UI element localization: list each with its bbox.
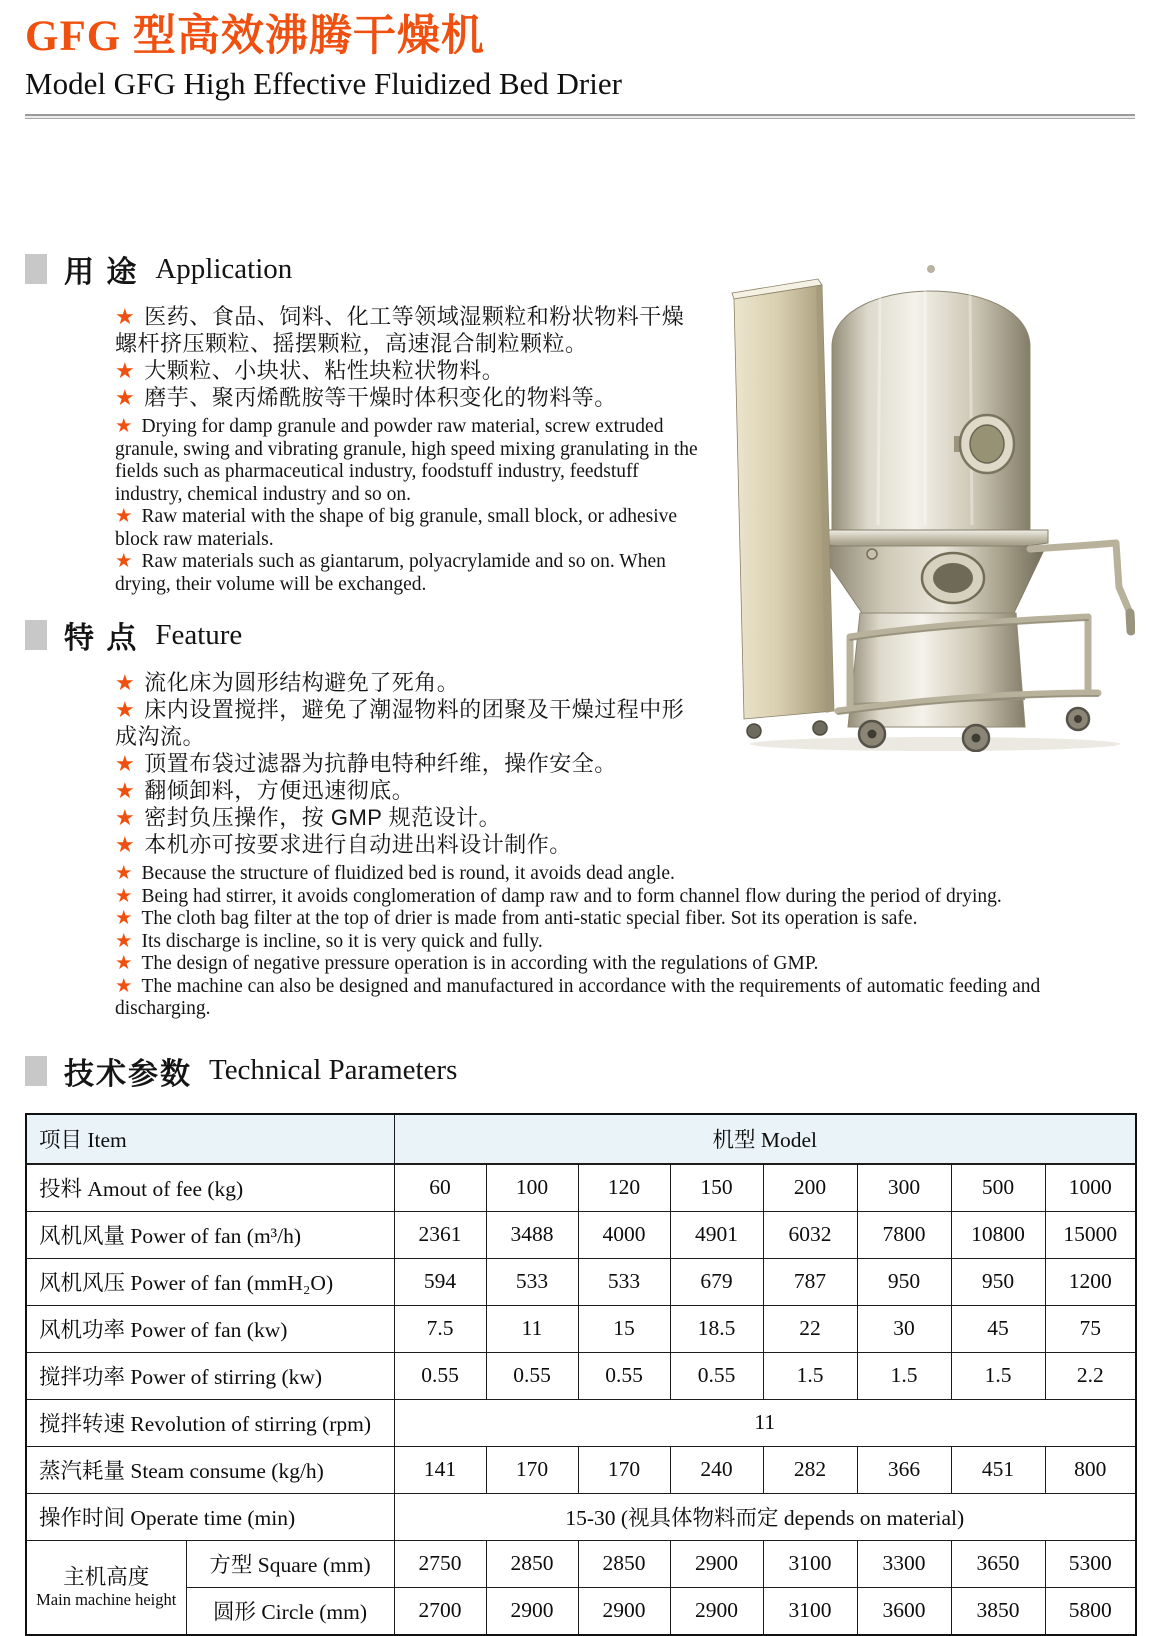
tech-heading-en: Technical Parameters [209, 1054, 458, 1086]
param-value-cell: 0.55 [394, 1352, 486, 1399]
star-icon: ★ [115, 697, 136, 722]
star-icon: ★ [115, 908, 133, 929]
section-feature-heading [25, 613, 706, 657]
machine-illustration [720, 247, 1135, 752]
param-value-cell: 3300 [857, 1540, 951, 1587]
param-value-cell: 2850 [486, 1540, 578, 1587]
bullet-text: 顶置布袋过滤器为抗静电特种纤维，操作安全。 [144, 751, 617, 776]
param-value-cell: 1200 [1045, 1258, 1136, 1305]
bullet-text: The design of negative pressure operation is in according with the regulations of GMP. [141, 953, 819, 974]
feature-heading-cn: 特 点 [64, 622, 139, 655]
table-body [26, 1164, 1136, 1635]
star-icon: ★ [115, 805, 136, 830]
param-value-cell: 3488 [486, 1211, 578, 1258]
bullet-text: Raw materials such as giantarum, polyacrylamide and so on. When drying, their volume will be exchanged. [115, 551, 666, 595]
param-value-cell: 15000 [1045, 1211, 1136, 1258]
bullet-text: 翻倾卸料，方便迅速彻底。 [144, 778, 415, 803]
bullet-text: The cloth bag filter at the top of drier is made from anti-static special fiber. Sot its operation is safe. [141, 908, 918, 929]
param-value-cell: 2750 [394, 1540, 486, 1587]
section-square-icon [25, 1056, 47, 1086]
param-label-cell: 风机功率 Power of fan (kw) [26, 1305, 394, 1352]
param-value-cell: 141 [394, 1446, 486, 1493]
star-icon: ★ [115, 930, 133, 952]
param-value-cell: 150 [670, 1164, 763, 1212]
param-label-cell: 搅拌转速 Revolution of stirring (rpm) [26, 1399, 394, 1446]
bullet-item [115, 953, 1135, 976]
page-subtitle: Model GFG High Effective Fluidized Bed Drier [25, 66, 622, 101]
star-icon: ★ [115, 551, 133, 572]
param-value-cell: 22 [763, 1305, 857, 1352]
bullet-item [115, 908, 1135, 931]
param-label-cell: 操作时间 Operate time (min) [26, 1493, 394, 1540]
star-icon: ★ [115, 953, 133, 974]
model-header-cell: 机型 Model [394, 1114, 1136, 1164]
param-value-cell: 2700 [394, 1587, 486, 1635]
param-label-cell: 风机风量 Power of fan (m³/h) [26, 1211, 394, 1258]
param-value-cell: 800 [1045, 1446, 1136, 1493]
table-row [26, 1211, 1136, 1258]
section-application-heading [25, 247, 706, 291]
bullet-item [115, 931, 1135, 954]
param-value-cell: 0.55 [578, 1352, 670, 1399]
bullet-item [115, 750, 1135, 777]
table-header-row [26, 1114, 1136, 1164]
bullet-text: Drying for damp granule and powder raw material, screw extruded granule, swing and vibrating granule, high speed mixing granulating in the fields such as pharmaceutical industry, foodstuff industry, feedstuff industry, chemical industry and so on. [115, 416, 698, 505]
param-value-cell: 3100 [763, 1587, 857, 1635]
param-value-cell: 451 [951, 1446, 1045, 1493]
feature-heading-en: Feature [155, 618, 243, 651]
param-value-cell: 7800 [857, 1211, 951, 1258]
table-row [26, 1587, 1136, 1635]
param-value-cell: 594 [394, 1258, 486, 1305]
param-label-cell: 搅拌功率 Power of stirring (kw) [26, 1352, 394, 1399]
param-value-cell: 75 [1045, 1305, 1136, 1352]
application-heading-en: Application [155, 252, 293, 285]
param-value-cell: 240 [670, 1446, 763, 1493]
height-group-label-cn: 主机高度 [63, 1565, 150, 1589]
table-row [26, 1540, 1136, 1587]
height-group-label-cell [26, 1540, 186, 1635]
param-value-cell: 2850 [578, 1540, 670, 1587]
param-value-cell: 120 [578, 1164, 670, 1212]
param-sublabel-cell: 圆形 Circle (mm) [186, 1587, 394, 1635]
param-value-cell: 366 [857, 1446, 951, 1493]
star-icon: ★ [115, 506, 133, 527]
section-tech-heading [25, 1049, 1135, 1093]
param-value-cell: 170 [578, 1446, 670, 1493]
star-icon: ★ [115, 385, 136, 410]
item-header-cell: 项目 Item [26, 1114, 394, 1164]
star-icon: ★ [115, 751, 136, 776]
star-icon: ★ [115, 975, 133, 997]
bullet-text: 磨芋、聚丙烯酰胺等干燥时体积变化的物料等。 [144, 385, 617, 410]
param-value-cell: 0.55 [670, 1352, 763, 1399]
param-value-cell: 10800 [951, 1211, 1045, 1258]
param-span-value-cell: 15-30 (视具体物料而定 depends on material) [394, 1493, 1136, 1540]
param-value-cell: 2900 [670, 1587, 763, 1635]
star-icon: ★ [115, 863, 133, 884]
table-row [26, 1305, 1136, 1352]
bullet-text: Being had stirrer, it avoids conglomeration of damp raw and to form channel flow during the period of drying. [141, 885, 1002, 907]
star-icon: ★ [115, 670, 136, 695]
param-value-cell: 200 [763, 1164, 857, 1212]
tech-heading-cn: 技术参数 [64, 1057, 192, 1091]
bullet-item [115, 804, 1135, 831]
section-square-icon [25, 254, 47, 284]
param-value-cell: 5300 [1045, 1540, 1136, 1587]
param-value-cell: 1.5 [857, 1352, 951, 1399]
param-value-cell: 679 [670, 1258, 763, 1305]
bullet-item [115, 831, 1135, 858]
star-icon: ★ [115, 885, 133, 907]
param-value-cell: 100 [486, 1164, 578, 1212]
height-group-label-en: Main machine height [36, 1590, 177, 1609]
param-value-cell: 533 [578, 1258, 670, 1305]
param-span-value-cell: 11 [394, 1399, 1136, 1446]
param-value-cell: 11 [486, 1305, 578, 1352]
param-value-cell: 4000 [578, 1211, 670, 1258]
bullet-text: 流化床为圆形结构避免了死角。 [144, 670, 460, 695]
param-value-cell: 45 [951, 1305, 1045, 1352]
param-value-cell: 7.5 [394, 1305, 486, 1352]
param-value-cell: 3100 [763, 1540, 857, 1587]
table-row [26, 1399, 1136, 1446]
param-value-cell: 787 [763, 1258, 857, 1305]
feature-bullets-en [115, 863, 1135, 1021]
table-row [26, 1164, 1136, 1212]
param-value-cell: 30 [857, 1305, 951, 1352]
param-value-cell: 3650 [951, 1540, 1045, 1587]
table-row [26, 1493, 1136, 1540]
bullet-text: 大颗粒、小块状、粘性块粒状物料。 [144, 358, 505, 383]
param-value-cell: 18.5 [670, 1305, 763, 1352]
section-square-icon [25, 620, 47, 650]
param-value-cell: 3850 [951, 1587, 1045, 1635]
param-value-cell: 2361 [394, 1211, 486, 1258]
bullet-text: 医药、食品、饲料、化工等领域湿颗粒和粉状物料干燥螺杆挤压颗粒、摇摆颗粒，高速混合制粒颗粒。 [115, 304, 685, 356]
bullet-text: Because the structure of fluidized bed is round, it avoids dead angle. [141, 863, 675, 884]
param-label-cell: 投料 Amout of fee (kg) [26, 1164, 394, 1212]
param-value-cell: 500 [951, 1164, 1045, 1212]
param-value-cell: 60 [394, 1164, 486, 1212]
param-value-cell: 170 [486, 1446, 578, 1493]
bullet-text: 床内设置搅拌，避免了潮湿物料的团聚及干燥过程中形成沟流。 [115, 697, 685, 749]
star-icon: ★ [115, 358, 136, 383]
application-heading-cn: 用 途 [64, 256, 139, 289]
bullet-text: The machine can also be designed and manufactured in accordance with the requirements of automatic feeding and discharging. [115, 975, 1041, 1019]
bullet-item [115, 976, 1135, 1021]
param-value-cell: 1.5 [951, 1352, 1045, 1399]
star-icon: ★ [115, 416, 133, 437]
param-value-cell: 950 [951, 1258, 1045, 1305]
param-value-cell: 5800 [1045, 1587, 1136, 1635]
star-icon: ★ [115, 832, 136, 857]
param-value-cell: 15 [578, 1305, 670, 1352]
param-value-cell: 300 [857, 1164, 951, 1212]
param-label-cell: 风机风压 Power of fan (mmH₂O) [26, 1258, 394, 1305]
param-value-cell: 3600 [857, 1587, 951, 1635]
param-value-cell: 950 [857, 1258, 951, 1305]
page-title: GFG 型高效沸腾干燥机 [25, 13, 485, 60]
param-value-cell: 6032 [763, 1211, 857, 1258]
bullet-text: 本机亦可按要求进行自动进出料设计制作。 [144, 832, 572, 857]
star-icon: ★ [115, 304, 136, 329]
star-icon: ★ [115, 778, 136, 803]
param-value-cell: 282 [763, 1446, 857, 1493]
param-value-cell: 2900 [486, 1587, 578, 1635]
table-row [26, 1352, 1136, 1399]
technical-parameters-table [25, 1113, 1137, 1636]
bullet-text: Its discharge is incline, so it is very quick and fully. [141, 930, 543, 952]
param-value-cell: 4901 [670, 1211, 763, 1258]
bullet-text: Raw material with the shape of big granule, small block, or adhesive block raw materials. [115, 506, 678, 550]
param-value-cell: 1000 [1045, 1164, 1136, 1212]
param-sublabel-cell: 方型 Square (mm) [186, 1540, 394, 1587]
param-value-cell: 1.5 [763, 1352, 857, 1399]
table-row [26, 1258, 1136, 1305]
param-value-cell: 2.2 [1045, 1352, 1136, 1399]
param-value-cell: 2900 [578, 1587, 670, 1635]
bullet-text: 密封负压操作，按 GMP 规范设计。 [144, 805, 502, 830]
param-label-cell: 蒸汽耗量 Steam consume (kg/h) [26, 1446, 394, 1493]
header-divider-rule [25, 114, 1135, 119]
table-row [26, 1446, 1136, 1493]
bullet-item [115, 886, 1135, 909]
bullet-item [115, 863, 1135, 886]
fluidized-bed-drier-photo [720, 247, 1135, 752]
bullet-item [115, 777, 1135, 804]
param-value-cell: 2900 [670, 1540, 763, 1587]
param-value-cell: 533 [486, 1258, 578, 1305]
param-value-cell: 0.55 [486, 1352, 578, 1399]
